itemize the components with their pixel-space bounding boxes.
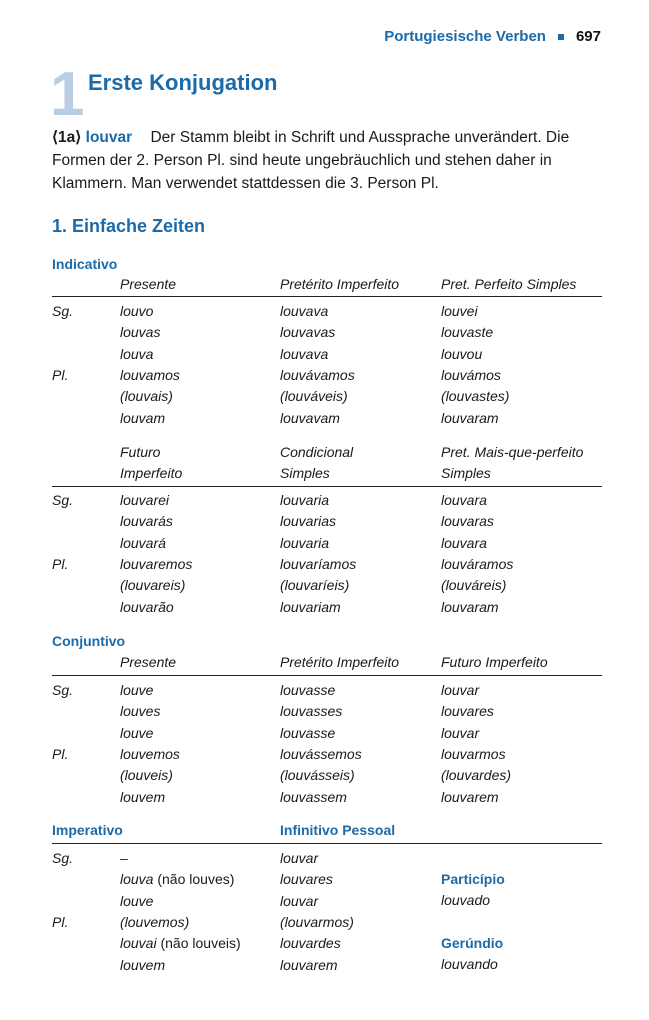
participio-value: louvado <box>441 892 491 908</box>
conjugation-cell: louvar <box>441 682 480 698</box>
conjugation-cell: louvares <box>441 703 494 720</box>
table-rule <box>52 296 602 297</box>
chapter-title: Erste Konjugation <box>88 70 278 95</box>
imperativo-form: (louvemos) <box>120 913 190 930</box>
conjugation-cell: louvam <box>120 409 166 426</box>
verb-name: louvar <box>85 129 133 146</box>
conjugation-cell: louvemos <box>120 745 180 762</box>
conjugation-cell: (louveis) <box>120 767 173 784</box>
intro-text: Der Stamm bleibt in Schrift und Aussprache unverändert. Die Formen der 2. Person Pl. sind heute ungebräuchlich und stehen daher in Klammern. Man verwendet stattdessen die 3. Person Pl. <box>52 129 570 192</box>
person-label: Pl. <box>52 745 69 762</box>
gerundio-label: Gerúndio <box>441 935 504 951</box>
conjugation-cell: louvaria <box>280 492 330 508</box>
conjugation-cell: (louváveis) <box>280 388 348 405</box>
conjugation-cell: louvasses <box>280 703 343 720</box>
conjugation-cell: louvar <box>441 724 480 741</box>
conjugation-cell: (louvastes) <box>441 388 510 405</box>
imperativo-negation: (não louveis) <box>160 935 241 952</box>
column-header: Condicional <box>280 444 354 460</box>
conjugation-cell: louvariam <box>280 598 341 615</box>
conjugation-cell: louvarão <box>120 598 174 615</box>
person-label: Sg. <box>52 303 74 319</box>
conjugation-cell: louvou <box>441 345 483 362</box>
infinitivo-cell: (louvarmos) <box>280 913 354 930</box>
conjugation-cell: louvava <box>280 303 329 319</box>
column-header: Pret. Perfeito Simples <box>441 276 577 292</box>
conjugation-cell: (louvaríeis) <box>280 577 350 594</box>
conjugation-cell: louvaras <box>441 513 494 530</box>
column-header: Simples <box>441 465 491 481</box>
conjugation-cell: louvarmos <box>441 745 506 762</box>
person-label: Sg. <box>52 850 74 866</box>
column-header: Presente <box>120 276 177 292</box>
conjugation-cell: (louvareis) <box>120 577 186 594</box>
conjugation-cell: louve <box>120 682 154 698</box>
imperativo-cell <box>120 914 189 930</box>
conjugation-cell: (louvais) <box>120 388 173 405</box>
conjugation-cell: louvasse <box>280 682 336 698</box>
conjugation-cell: louvava <box>280 345 329 362</box>
conjugation-cell: louvaria <box>280 534 330 551</box>
conjugation-cell: louve <box>120 724 154 741</box>
person-label: Pl. <box>52 366 69 383</box>
chapter-number: 1 <box>50 60 85 129</box>
conjugation-cell: louvassem <box>280 788 347 805</box>
column-header: Pretérito Imperfeito <box>280 276 400 292</box>
imperativo-cell <box>120 935 241 951</box>
imperativo-negation: (não louves) <box>157 871 235 888</box>
conjugation-cell: louvaram <box>441 409 499 426</box>
imperativo-cell <box>120 957 165 973</box>
imperativo-cell <box>120 871 234 887</box>
conjugation-cell: (louvásseis) <box>280 767 355 784</box>
imperativo-form: louvai <box>120 935 157 952</box>
conjugation-cell: louvarem <box>441 788 499 805</box>
running-header <box>384 28 601 45</box>
conjuntivo-label: Conjuntivo <box>52 633 126 649</box>
conjugation-cell: louvássemos <box>280 745 362 762</box>
person-label: Pl. <box>52 913 69 930</box>
column-header: Pretérito Imperfeito <box>280 654 400 670</box>
conjugation-cell: louvasse <box>280 724 336 741</box>
person-label: Pl. <box>52 555 69 572</box>
conjugation-cell: louvas <box>120 324 161 341</box>
conjugation-cell: louvarás <box>120 513 173 530</box>
table-rule <box>52 843 602 844</box>
table-rule <box>52 675 602 676</box>
gerundio-value: louvando <box>441 956 498 972</box>
conjugation-cell: louvo <box>120 303 154 319</box>
conjugation-cell: louvávamos <box>280 366 355 383</box>
conjugation-cell: louvarei <box>120 492 170 508</box>
header-square-icon <box>558 34 564 40</box>
infinitivo-cell: louvares <box>280 871 333 888</box>
conjugation-cell: (louváreis) <box>441 577 507 594</box>
infinitivo-cell: louvardes <box>280 935 341 952</box>
imperativo-form: louva <box>120 871 154 888</box>
conjugation-cell: louvarias <box>280 513 337 530</box>
person-label: Sg. <box>52 682 74 698</box>
conjugation-cell: louves <box>120 703 161 720</box>
infinitivo-cell: louvar <box>280 850 319 866</box>
infinitivo-cell: louvar <box>280 892 319 909</box>
column-header: Imperfeito <box>120 465 183 481</box>
participio-label: Particípio <box>441 871 505 887</box>
conjugation-cell: louvaríamos <box>280 555 357 572</box>
section-heading: 1. Einfache Zeiten <box>52 216 206 236</box>
conjugation-cell: louvavam <box>280 409 340 426</box>
infinitivo-label: Infinitivo Pessoal <box>280 822 396 838</box>
conjugation-cell: louvavas <box>280 324 336 341</box>
header-title: Portugiesische Verben <box>384 28 546 45</box>
imperativo-cell <box>120 850 128 866</box>
imperativo-label: Imperativo <box>52 822 123 838</box>
imperativo-cell <box>120 893 153 909</box>
intro-paragraph <box>52 126 602 195</box>
conjugation-cell: louvaste <box>441 324 494 341</box>
conjugation-cell: louvaremos <box>120 555 193 572</box>
conjugation-cell: (louvardes) <box>441 767 512 784</box>
verb-code: ⟨1a⟩ <box>52 129 82 146</box>
page-number: 697 <box>575 28 601 45</box>
person-label: Sg. <box>52 492 74 508</box>
conjugation-cell: louvaram <box>441 598 499 615</box>
table-rule <box>52 486 602 487</box>
imperativo-form: louvem <box>120 956 166 973</box>
infinitivo-cell: louvarem <box>280 956 338 973</box>
conjugation-cell: louvei <box>441 303 478 319</box>
column-header: Futuro Imperfeito <box>441 654 548 670</box>
conjugation-cell: louvará <box>120 534 166 551</box>
column-header: Presente <box>120 654 177 670</box>
conjugation-cell: louvámos <box>441 366 501 383</box>
column-header: Futuro <box>120 444 161 460</box>
conjugation-cell: louvamos <box>120 366 180 383</box>
conjugation-cell: louva <box>120 345 154 362</box>
conjugation-cell: louvem <box>120 788 166 805</box>
indicativo-label: Indicativo <box>52 256 118 272</box>
conjugation-cell: louvara <box>441 492 487 508</box>
imperativo-form: – <box>120 850 128 866</box>
column-header: Pret. Mais-que-perfeito <box>441 444 584 460</box>
conjugation-cell: louvara <box>441 534 487 551</box>
column-header: Simples <box>280 465 330 481</box>
conjugation-cell: louváramos <box>441 555 514 572</box>
imperativo-form: louve <box>120 892 154 909</box>
